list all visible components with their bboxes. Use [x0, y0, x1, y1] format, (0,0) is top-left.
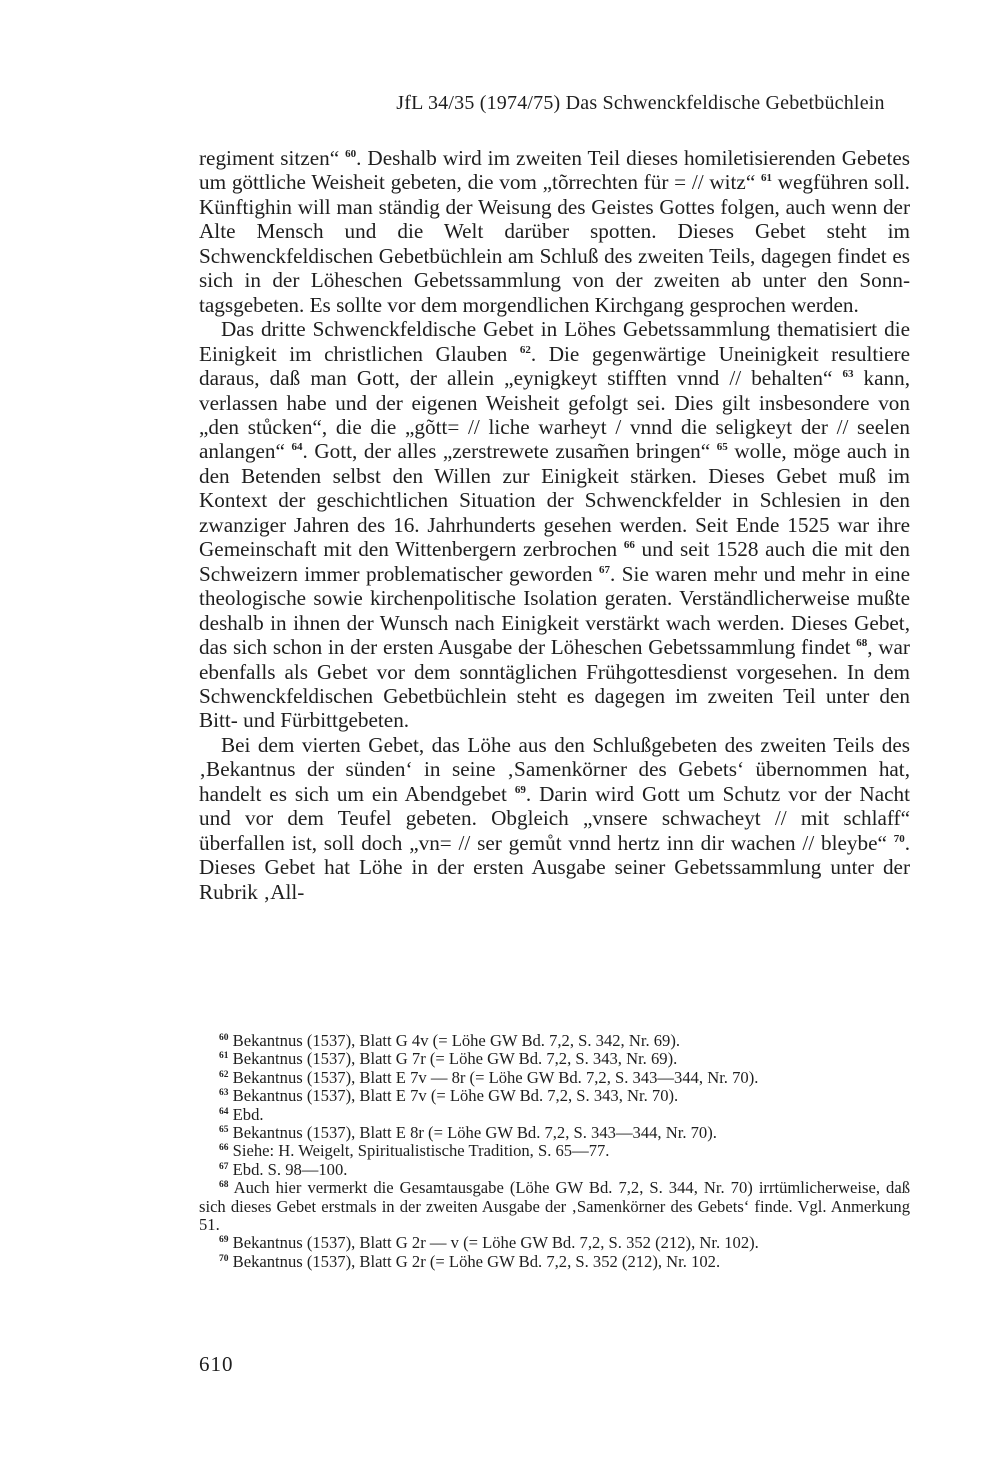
footnote-item	[199, 1032, 910, 1050]
footnote-text: Bekantnus (1537), Blatt G 2r — v (= Löhe GW Bd. 7,2, S. 352 (212), Nr. 102).	[228, 1233, 759, 1253]
footnote-text: Bekantnus (1537), Blatt E 7v (= Löhe GW Bd. 7,2, S. 343, Nr. 70).	[228, 1086, 679, 1106]
text-run: . Die gegenwärtige Uneinigkeit resultiere daraus, daß man Gott, der allein „eynigkeyt stifften vnnd // behalten“	[199, 341, 910, 391]
footnote-number: 60	[219, 1033, 229, 1043]
footnote-item	[199, 1253, 910, 1271]
footnote-item	[199, 1087, 910, 1105]
text-run: . Darin wird Gott um Schutz vor der Nacht und vor dem Teufel gebeten. Obgleich „vnsere schwacheyt // mit schlaff“ überfallen ist, soll doch „vn= // ser gemůt vnnd hertz inn dir wachen // bleybe“	[199, 781, 910, 855]
text-run: . Dieses Gebet hat Löhe in der ersten Ausgabe seiner Gebetssammlung unter der Rubrik ‚All-	[199, 830, 910, 904]
page-content	[199, 92, 910, 904]
footnote-number: 69	[219, 1235, 229, 1246]
footnote-item	[199, 1179, 910, 1234]
footnote-number: 65	[219, 1125, 229, 1136]
footnote-item	[199, 1106, 910, 1124]
text-run: kann, verlassen habe und der eigenen Weisheit gefolgt sei. Dies gilt insbesondere von „den stůcken“, die die „gõtt= // liche warheyt / vnnd die seligkeyt der // seelen anlangen“	[199, 366, 910, 464]
running-head: JfL 34/35 (1974/75) Das Schwenckfeldische Gebetbüchlein	[396, 92, 885, 114]
footnote-number: 63	[219, 1088, 229, 1099]
footnote-ref: 64	[291, 441, 303, 454]
footnote-ref: 63	[842, 368, 854, 381]
footnote-text: Bekantnus (1537), Blatt G 4v (= Löhe GW Bd. 7,2, S. 342, Nr. 69).	[228, 1031, 681, 1050]
footnote-text: Siehe: H. Weigelt, Spiritualistische Tradition, S. 65—77.	[228, 1141, 610, 1161]
text-run: . Sie waren mehr und mehr in eine theologische sowie kirchenpolitische Isolation geraten. Verständlicherweise mußte deshalb in ihnen der Wunsch nach Einigkeit verstärkt wach werden. Dieses Gebet, das sich schon in der ersten Ausgabe der Löheschen Gebetssammlung findet	[199, 561, 910, 660]
footnote-item	[199, 1234, 910, 1252]
footnote-item	[199, 1142, 910, 1160]
footnote-text: Ebd. S. 98—100.	[228, 1159, 348, 1179]
footnote-number: 68	[219, 1180, 229, 1191]
text-run: regiment sitzen“	[199, 146, 346, 170]
footnote-number: 62	[219, 1069, 229, 1080]
text-run: und seit 1528 auch die mit den Schweizern immer problematischer geworden	[199, 537, 910, 586]
footnote-item	[199, 1124, 910, 1142]
text-run: , war ebenfalls als Gebet vor dem sonntäglichen Frühgottesdienst vorgesehen. In dem Schwenckfeldischen Gebetbüchlein steht es dagegen im zweiten Teil unter den Bitt- und Fürbittgebeten.	[199, 635, 910, 733]
footnote-number: 64	[219, 1106, 229, 1117]
text-run: wegführen soll. Künftighin will man ständig der Weisung des Geistes Gottes folgen, auch wenn der Alte Mensch und die Welt darüber spotten. Dieses Gebet steht im Schwenckfeldischen Gebetbüchlein am Schluß des zweiten Teils, dagegen findet es sich in der Löheschen Gebetssammlung von der zweiten ab unter den Sonntagsgebeten. Es sollte vor dem morgendlichen Kirchgang gesprochen werden.	[199, 170, 910, 317]
footnote-ref: 67	[599, 563, 611, 576]
footnote-ref: 68	[856, 637, 868, 650]
footnote-ref: 66	[623, 539, 635, 552]
text-run: wolle, möge auch in den Betenden selbst den Willen zur Einigkeit stärken. Dieses Gebet muß im Kontext der geschichtlichen Situation der Schwenckfelder in Schlesien in den zwanziger Jahren des 16. Jahrhunderts gesehen werden. Seit Ende 1525 war ihre Gemeinschaft mit den Wittenbergern zerbrochen	[199, 439, 910, 562]
footnote-number: 66	[219, 1143, 229, 1154]
text-run: Das dritte Schwenckfeldische Gebet in Löhes Gebetssammlung thematisiert die Einigkeit im christlichen Glauben	[199, 317, 910, 366]
text-run: . Deshalb wird im zweiten Teil dieses homiletisierenden Gebetes um göttliche Weisheit gebeten, die vom „tõrrechten für = // witz“	[199, 146, 910, 195]
footnote-ref: 65	[716, 441, 728, 454]
footnote-text: Auch hier vermerkt die Gesamtausgabe (Löhe GW Bd. 7,2, S. 344, Nr. 70) irrtümlicherweise, daß sich dieses Gebet erstmals in der zweiten Ausgabe der ‚Samenkörner des Gebets‘ finde. Vgl. Anmerkung 51.	[199, 1178, 910, 1235]
footnotes	[199, 1032, 910, 1271]
footnote-ref: 70	[893, 832, 905, 845]
footnote-text: Bekantnus (1537), Blatt G 2r (= Löhe GW Bd. 7,2, S. 352 (212), Nr. 102.	[228, 1251, 721, 1271]
text-run: . Gott, der alles „zerstrewete zusam̃en bringen“	[302, 439, 717, 464]
footnote-number: 70	[219, 1253, 229, 1264]
footnote-text: Bekantnus (1537), Blatt G 7r (= Löhe GW Bd. 7,2, S. 343, Nr. 69).	[228, 1049, 678, 1069]
paragraph-3	[199, 733, 910, 904]
footnote-text: Ebd.	[228, 1104, 264, 1124]
footnote-item	[199, 1161, 910, 1179]
footnote-text: Bekantnus (1537), Blatt E 7v — 8r (= Löhe GW Bd. 7,2, S. 343—344, Nr. 70).	[228, 1067, 759, 1087]
footnote-text: Bekantnus (1537), Blatt E 8r (= Löhe GW Bd. 7,2, S. 343—344, Nr. 70).	[228, 1123, 717, 1143]
paragraph-1	[199, 146, 910, 317]
footnote-ref: 60	[345, 148, 357, 160]
footnote-item	[199, 1050, 910, 1068]
footnote-number: 67	[219, 1161, 229, 1172]
footnote-ref: 62	[519, 343, 531, 356]
body-text	[199, 146, 910, 904]
footnote-ref: 69	[514, 783, 526, 796]
footnote-ref: 61	[760, 172, 772, 185]
footnote-number: 61	[219, 1051, 229, 1062]
page-number: 610	[199, 1352, 234, 1376]
footnote-item	[199, 1069, 910, 1087]
paragraph-2	[199, 317, 910, 733]
text-run: Bei dem vierten Gebet, das Löhe aus den Schlußgebeten des zweiten Teils des ‚Bekantnus der sünden‘ in seine ‚Samenkörner des Gebets‘ übernommen hat, handelt es sich um ein Abendgebet	[199, 732, 910, 806]
